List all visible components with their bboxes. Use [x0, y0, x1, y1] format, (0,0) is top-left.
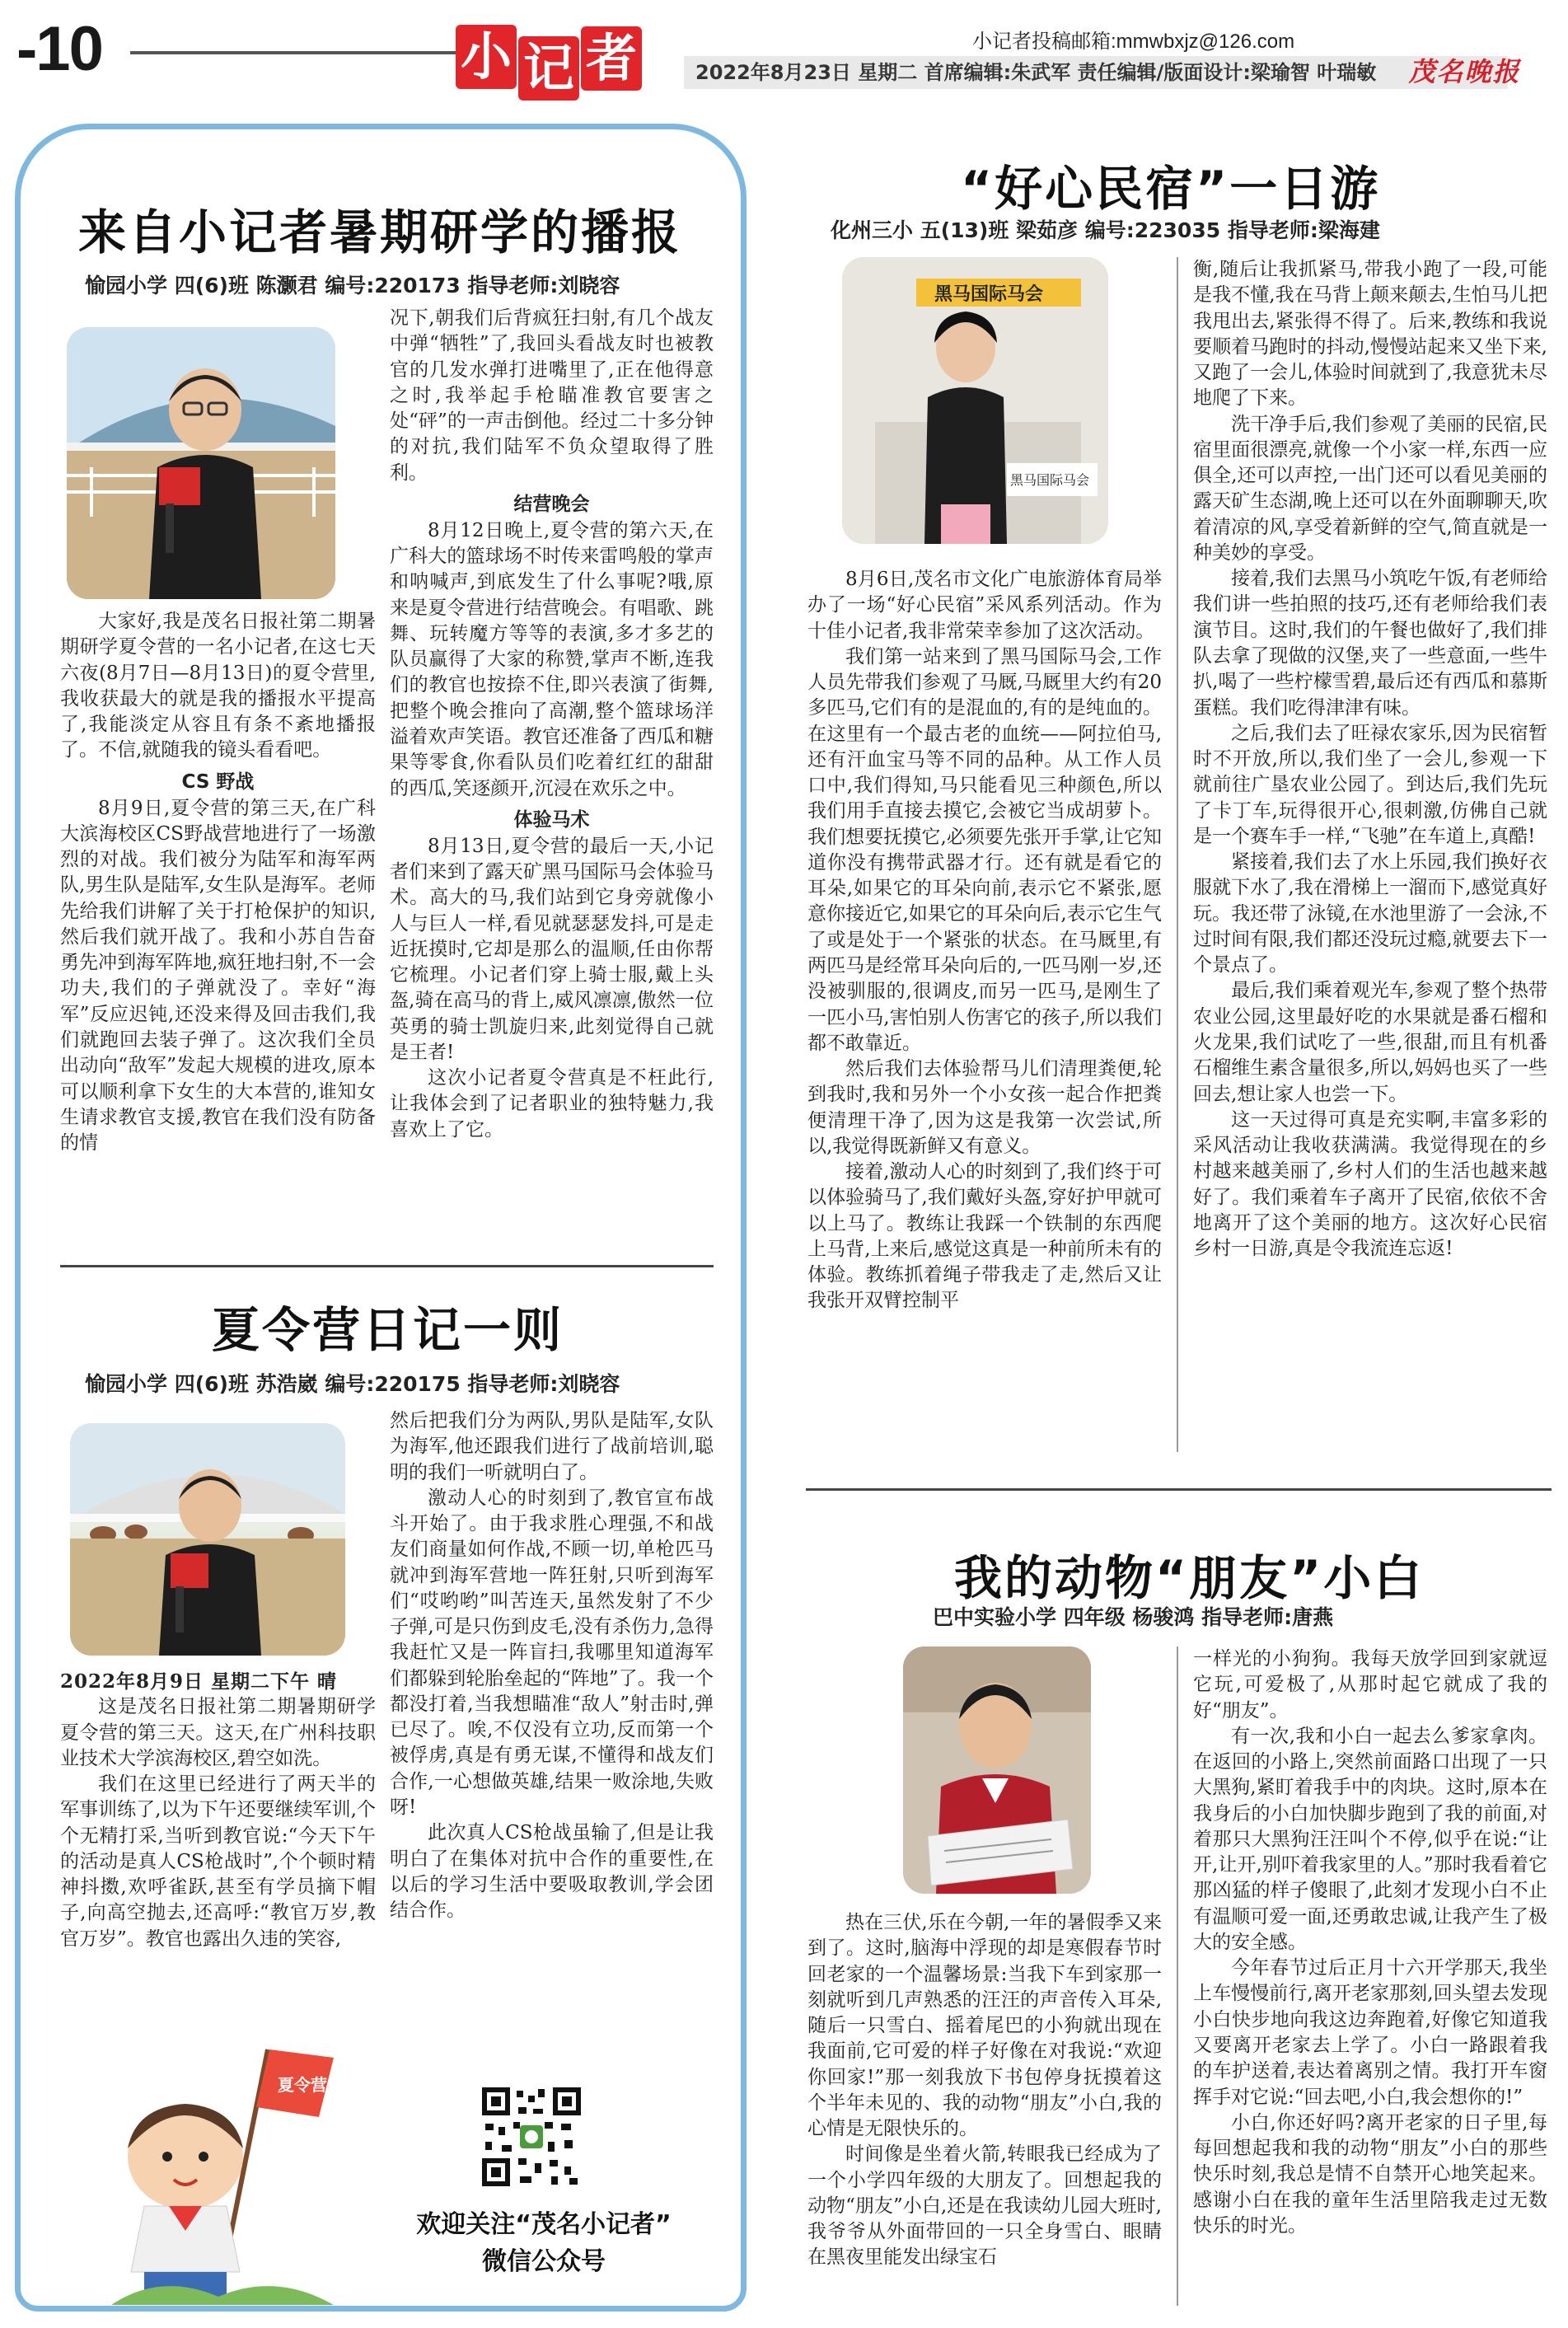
article1-byline: 愉园小学 四(6)班 陈灏君 编号:220173 指导老师:刘晓容	[85, 274, 620, 297]
article3-paragraph: 接着,我们去黑马小筑吃午饭,有老师给我们讲一些拍照的技巧,还有老师给我们表演节目。这时,我们的午餐也做好了,我们排队去拿了现做的汉堡,夹了一些意面,一些牛扒,喝了一些柠檬雪碧,最后还有西瓜和慕斯蛋糕。我们吃得津津有味。	[1193, 568, 1547, 719]
reporter-boy-photo	[70, 1423, 345, 1656]
article3-paragraph: 最后,我们乘着观光车,参观了整个热带农业公园,这里最好吃的水果就是番石榴和火龙果,我们试吃了一些,很甜,而且有机番石榴维生素含量很多,所以,妈妈也买了一些回去,想让家人也尝一下。	[1193, 980, 1547, 1105]
article4-paragraph: 小白,你还好吗?离开老家的日子里,每每回想起我和我的动物“朋友”小白的那些快乐时刻,我总是情不自禁开心地笑起来。感谢小白在我的童年生活里陪我走过无数快乐的时光。	[1193, 2111, 1547, 2237]
article1-title: 来自小记者暑期研学的播报	[78, 204, 682, 260]
article4-paragraph: 有一次,我和小白一起去么爹家拿肉。在返回的小路上,突然前面路口出现了一只大黑狗,紧盯着我手中的肉块。这时,原本在我身后的小白加快脚步跑到了我的前面,对着那只大黑狗汪汪叫个不停,似乎在说:“让开,让开,别吓着我家里的人。”那时我看着它那凶猛的样子傻眼了,此刻才发现小白不止有温顺可爱一面,还勇敢忠诚,让我产生了极大的安全感。	[1193, 1725, 1547, 1953]
article2-paragraph: 这是茂名日报社第二期暑期研学夏令营的第三天。这天,在广州科技职业技术大学滨海校区,碧空如洗。	[60, 1696, 376, 1769]
section-brand	[456, 18, 662, 109]
qr-caption-line-2: 微信公众号	[482, 2247, 606, 2276]
article4-photo	[903, 1646, 1091, 1894]
article1-paragraph: 大家好,我是茂名日报社第二期暑期研学夏令营的一名小记者,在这七天六夜(8月7日—8月13日)的夏令营里,我收获最大的就是我的播报水平提高了,我能淡定从容且有条不紊地播报了。不信,就随我的镜头看看吧。	[60, 611, 376, 761]
qr-code[interactable]	[479, 2084, 584, 2190]
article3-paragraph: 这一天过得可真是充实啊,丰富多彩的采风活动让我收获满满。我觉得现在的乡村越来越美丽了,乡村人们的生活也越来越好了。我们乘着车子离开了民宿,依依不舍地离开了这个美丽的地方。这次好心民宿乡村一日游,真是令我流连忘返!	[1193, 1108, 1547, 1260]
article2-title: 夏令营日记一则	[212, 1302, 564, 1358]
article2-paragraph: 我们在这里已经进行了两天半的军事训练了,以为下午还要继续军训,个个无精打采,当听到教官说:“今天下午的活动是真人CS枪战时”,个个顿时精神抖擞,欢呼雀跃,甚至有学员摘下帽子,向高空抛去,还高呼:“教官万岁,教官万岁”。教官也露出久违的笑容,	[60, 1773, 376, 1950]
reporter-boy-photo	[67, 327, 335, 599]
article1-paragraph: 8月13日,夏令营的最后一天,小记者们来到了露天矿黑马国际马会体验马术。高大的马,我们站到它身旁就像小人与巨人一样,看见就瑟瑟发抖,可是走近抚摸时,它却是那么的温顺,任由你帮它梳理。小记者们穿上骑士服,戴上头盔,骑在高马的背上,威风凛凛,傲然一位英勇的骑士凯旋归来,此刻觉得自己就是王者!	[390, 835, 714, 1063]
column-rule	[1177, 1646, 1178, 2306]
qr-code-icon	[479, 2084, 584, 2190]
horse-club-girl-photo	[842, 257, 1108, 544]
mascot-flag-icon	[95, 2025, 342, 2312]
article3-title: “好心民宿”一日游	[961, 161, 1381, 217]
right-divider	[806, 1488, 1552, 1491]
article4-paragraph: 时间像是坐着火箭,转眼我已经成为了一个小学四年级的大朋友了。回想起我的动物“朋友”小白,还是在我读幼儿园大班时,我爷爷从外面带回的一只全身雪白、眼睛在黑夜里能发出绿宝石	[807, 2143, 1162, 2269]
article1-paragraph: 8月12日晚上,夏令营的第六天,在广科大的篮球场不时传来雷鸣般的掌声和呐喊声,到底发生了什么事呢?哦,原来是夏令营进行结营晚会。有唱歌、跳舞、玩转魔方等等的表演,多才多艺的队员赢得了大家的称赞,掌声不断,连我们的教官也按捺不住,即兴表演了街舞,把整个晚会推向了高潮,整个篮球场洋溢着欢声笑语。教官还准备了西瓜和糖果等零食,你看队员们吃着红红的甜甜的西瓜,笑逐颜开,沉浸在欢乐之中。	[390, 519, 714, 799]
article4-title: 我的动物“朋友”小白	[954, 1550, 1425, 1606]
article3-paragraph: 8月6日,茂名市文化广电旅游体育局举办了一场“好心民宿”采风系列活动。作为十佳小记者,我非常荣幸参加了这次活动。	[807, 569, 1162, 642]
submission-email: 小记者投稿邮箱:mmwbxjz@126.com	[972, 30, 1295, 53]
panel-divider	[60, 1265, 714, 1267]
article1-paragraph: 8月9日,夏令营的第三天,在广科大滨海校区CS野战营地进行了一场激烈的对战。我们被分为陆军和海军两队,男生队是陆军,女生队是海军。老师先给我们讲解了关于打枪保护的知识,然后我们就开战了。我和小苏自告奋勇先冲到海军阵地,疯狂地扫射,不一会功夫,我们的子弹就没了。幸好“海军”反应迟钝,还没来得及回击我们,我们就跑回去装子弹了。这次我们全员出动向“敌军”发起大规模的进攻,原本可以顺利拿下女生的大本营的,谁知女生请求教官支援,教官在我们没有防备的情	[60, 797, 376, 1155]
article1-subheading: 结营晚会	[513, 493, 590, 515]
issue-info-bar: 2022年8月23日 星期二 首席编辑:朱武军 责任编辑/版面设计:梁瑜智 叶瑞敏	[684, 56, 1508, 89]
article3-paragraph: 洗干净手后,我们参观了美丽的民宿,民宿里面很漂亮,就像一个小家一样,东西一应俱全,还可以声控,一出门还可以看见美丽的露天矿生态湖,晚上还可以在外面聊聊天,吹着清凉的风,享受着新鲜的空气,简直就是一种美妙的享受。	[1193, 413, 1547, 564]
article3-photo	[842, 257, 1108, 544]
article3-column-1	[807, 567, 1162, 1457]
brand-char-2: 记	[518, 36, 579, 101]
brand-char-1: 小	[456, 25, 517, 89]
article1-paragraph: 这次小记者夏令营真是不枉此行,让我体会到了记者职业的独特魅力,我喜欢上了它。	[390, 1067, 714, 1141]
article2-column-2	[390, 1408, 714, 2051]
article2-paragraph: 此次真人CS枪战虽输了,但是让我明白了在集体对抗中合作的重要性,在以后的学习生活中要吸取教训,学会团结合作。	[390, 1822, 714, 1922]
article3-paragraph: 然后我们去体验帮马儿们清理粪便,轮到我时,我和另外一个小女孩一起合作把粪便清理干净了,因为这是我第一次尝试,所以,我觉得既新鲜又有意义。	[807, 1058, 1162, 1157]
article4-paragraph: 一样光的小狗狗。我每天放学回到家就逗它玩,可爱极了,从那时起它就成了我的好“朋友”。	[1193, 1648, 1547, 1721]
column-rule	[1177, 257, 1178, 1452]
photo-sign-top: 黑马国际马会	[934, 284, 1044, 305]
page-number: -10	[16, 14, 102, 84]
article4-column-1	[807, 1910, 1162, 2322]
brand-char-3: 者	[581, 26, 642, 91]
article1-subheading: CS 野战	[181, 771, 255, 793]
qr-caption	[408, 2206, 680, 2280]
boy-reading-photo	[903, 1646, 1091, 1894]
article3-paragraph: 紧接着,我们去了水上乐园,我们换好衣服就下水了,我在滑梯上一溜而下,感觉真好玩。我还带了泳镜,在水池里游了一会泳,不过时间有限,我们都还没玩过瘾,就要去下一个景点了。	[1193, 851, 1547, 977]
article3-column-2	[1193, 257, 1547, 1460]
header-rule	[130, 51, 456, 54]
article3-paragraph: 接着,激动人心的时刻到了,我们终于可以体验骑马了,我们戴好头盔,穿好护甲就可以上马了。教练让我踩一个铁制的东西爬上马背,上来后,感觉这真是一种前所未有的体验。教练抓着绳子带我走了走,然后又让我张开双臂控制平	[807, 1161, 1162, 1312]
qr-caption-line-1: 欢迎关注“茂名小记者”	[416, 2210, 672, 2239]
article2-photo	[70, 1423, 345, 1656]
article3-byline: 化州三小 五(13)班 梁茹彦 编号:223035 指导老师:梁海建	[831, 218, 1380, 242]
article2-dateline: 2022年8月9日 星期二下午 晴	[60, 1670, 338, 1693]
flag-label: 夏令营	[278, 2075, 327, 2095]
article4-byline: 巴中实验小学 四年级 杨骏鸿 指导老师:唐燕	[933, 1605, 1334, 1629]
article3-paragraph: 衡,随后让我抓紧马,带我小跑了一段,可能是我不懂,我在马背上颠来颠去,生怕马儿把我甩出去,紧张得不得了。后来,教练和我说要顺着马跑时的抖动,慢慢站起来又坐下来,又跑了一会儿,体验时间就到了,我意犹未尽地爬了下来。	[1193, 259, 1547, 410]
article2-paragraph: 激动人心的时刻到了,教官宣布战斗开始了。由于我求胜心理强,不和战友们商量如何作战,不顾一切,单枪匹马就冲到海军营地一阵狂射,只听到海军们“哎哟哟”叫苦连天,虽然发射了不少子弹,可是只伤到皮毛,没有杀伤力,急得我赶忙又是一阵盲扫,我哪里知道海军们都躲到轮胎垒起的“阵地”了。我一个都没打着,当我想瞄准“敌人”射击时,弹已尽了。唉,不仅没有立功,反而第一个被俘虏,真是有勇无谋,不懂得和战友们合作,一心想做英雄,结果一败涂地,失败呀!	[390, 1487, 714, 1818]
mascot-illustration	[95, 2025, 342, 2312]
article4-column-2	[1193, 1646, 1547, 2322]
article4-paragraph: 今年春节过后正月十六开学那天,我坐上车慢慢前行,离开老家那刻,回头望去发现小白快步地向我这边奔跑着,好像它知道我又要离开老家去上学了。小白一路跟着我的车护送着,表达着离别之情。我打开车窗挥手对它说:“回去吧,小白,我会想你的!”	[1193, 1957, 1547, 2108]
article1-column-2	[390, 306, 714, 1459]
article3-paragraph: 我们第一站来到了黑马国际马会,工作人员先带我们参观了马厩,马厩里大约有20多匹马,它们有的是混血的,有的是纯血的。在这里有一个最古老的血统——阿拉伯马,还有汗血宝马等不同的品种。从工作人员口中,我们得知,马只能看见三种颜色,所以我们用手直接去摸它,会被它当成胡萝卜。我们想要抚摸它,必须要先张开手掌,让它知道你没有携带武器才行。还有就是看它的耳朵,如果它的耳朵向前,表示它不紧张,愿意你接近它,如果它的耳朵向后,表示它生气了或是处于一个紧张的状态。在马厩里,有两匹马是经常耳朵向后的,一匹马刚一岁,还没被驯服的,很调皮,而另一匹马,是刚生了一匹小马,害怕别人伤害它的孩子,所以我们都不敢靠近。	[807, 645, 1162, 1054]
left-panel	[15, 124, 747, 2312]
article1-paragraph: 况下,朝我们后背疯狂扫射,有几个战友中弹“牺牲”了,我回头看战友时也被教官的几发水弹打进嘴里了,正在他得意之时,我举起手枪瞄准教官要害之处“砰”的一声击倒他。经过二十多分钟的对抗,我们陆军不负众望取得了胜利。	[390, 307, 714, 484]
newspaper-logo: 茂名晚报	[1408, 56, 1521, 87]
article2-byline: 愉园小学 四(6)班 苏浩崴 编号:220175 指导老师:刘晓容	[85, 1372, 620, 1396]
photo-sign-desk: 黑马国际马会	[1010, 472, 1090, 488]
article3-paragraph: 之后,我们去了旺禄农家乐,因为民宿暂时不开放,所以,我们坐了一会儿,参观一下就前往广垦农业公园了。到达后,我们先玩了卡丁车,玩得很开心,很刺激,仿佛自己就是一个赛车手一样,“飞驰”在车道上,真酷!	[1193, 722, 1547, 847]
article1-subheading: 体验马术	[513, 808, 590, 831]
article2-paragraph: 然后把我们分为两队,男队是陆军,女队为海军,他还跟我们进行了战前培训,聪明的我们一听就明白了。	[390, 1410, 714, 1483]
article1-photo	[67, 327, 335, 599]
article4-paragraph: 热在三伏,乐在今朝,一年的暑假季又来到了。这时,脑海中浮现的却是寒假春节时回老家的一个温馨场景:当我下车到家那一刻就听到几声熟悉的汪汪的声音传入耳朵,随后一只雪白、摇着尾巴的小狗就出现在我面前,它可爱的样子好像在对我说:“欢迎你回家!”那一刻我放下书包停身抚摸着这个半年未见的、我的动物“朋友”小白,我的心情是无限快乐的。	[807, 1912, 1162, 2140]
